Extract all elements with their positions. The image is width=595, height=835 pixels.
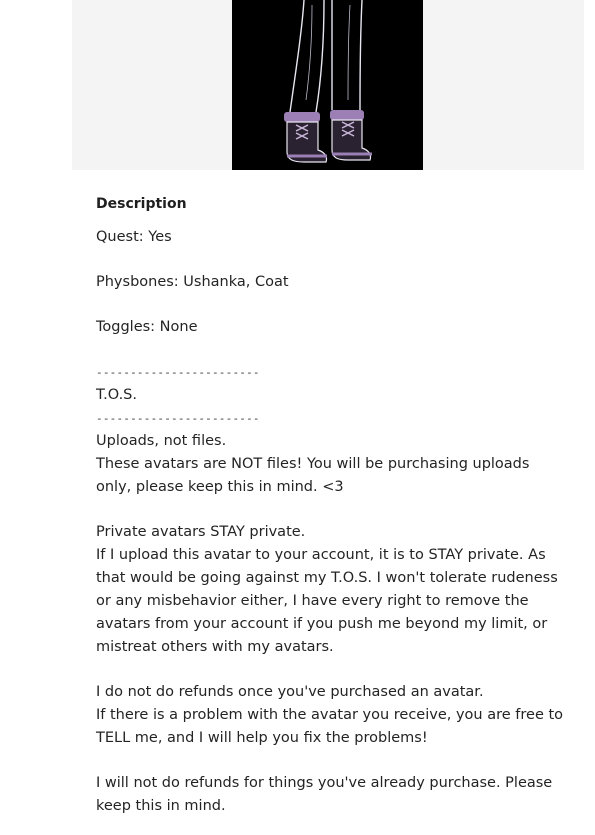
description-heading: Description <box>96 196 187 212</box>
refunds-title: I do not do refunds once you've purchased an avatar. <box>96 684 484 700</box>
physbones-info: Physbones: Ushanka, Coat <box>96 274 289 290</box>
private-body: If I upload this avatar to your account, it is to STAY private. As that would be going against my T.O.S. I won't tolerate rudeness or any misbehavior either, I have every right to remove the avatars from your account if you push me beyond my limit, or mistreat others with my avatars. <box>96 547 558 655</box>
tos-separator-top: ------------------------ <box>96 366 260 379</box>
quest-info: Quest: Yes <box>96 229 172 245</box>
avatar-legs-illustration <box>232 0 423 170</box>
purchase-note: I will not do refunds for things you've already purchase. Please keep this in mind. <box>96 775 553 814</box>
refunds-body: If there is a problem with the avatar you receive, you are free to TELL me, and I will help you fix the problems! <box>96 707 564 746</box>
private-title: Private avatars STAY private. <box>96 524 306 540</box>
tos-title: T.O.S. <box>96 387 137 403</box>
avatar-preview-image[interactable] <box>232 0 423 170</box>
left-boot-icon <box>284 112 327 162</box>
product-image-panel <box>72 0 584 170</box>
uploads-body: These avatars are NOT files! You will be purchasing uploads only, please keep this in mind. <3 <box>96 456 530 495</box>
uploads-title: Uploads, not files. <box>96 433 227 449</box>
toggles-info: Toggles: None <box>96 319 198 335</box>
right-boot-icon <box>330 110 372 160</box>
product-description <box>96 194 566 818</box>
tos-separator-bottom: ------------------------ <box>96 412 260 425</box>
